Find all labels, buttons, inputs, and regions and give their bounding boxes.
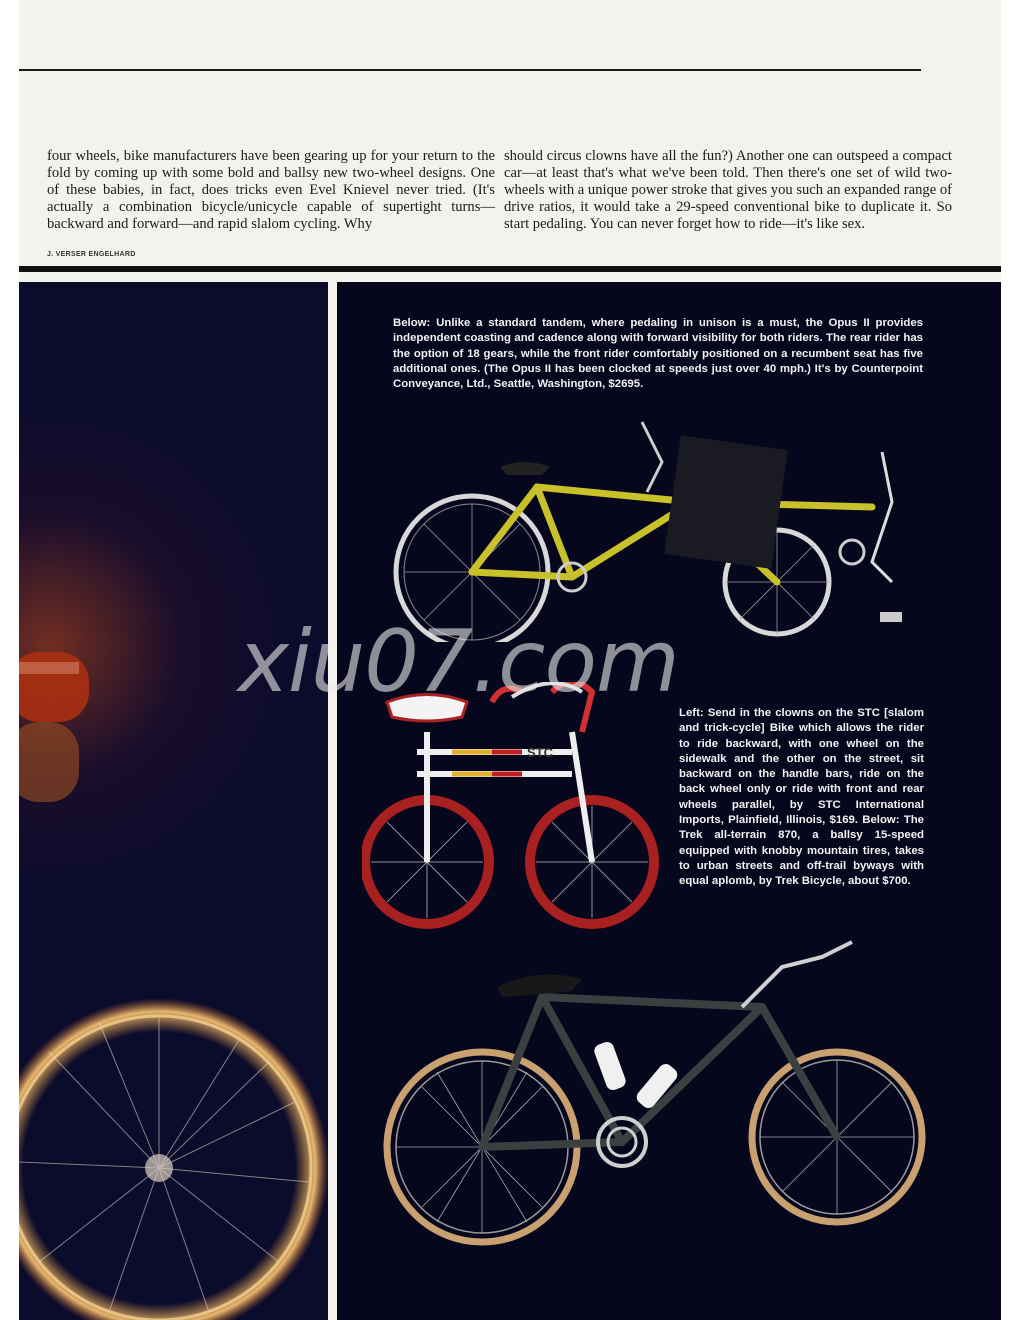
section-rule <box>19 266 1001 272</box>
caption-opus-ii: Below: Unlike a standard tandem, where pedaling in unison is a must, the Opus II provides independent coasting and cadence along with forward visibility for both riders. The rear rider has the option of 18 gears, while the front rider comfortably positioned on a recumbent seat has five additional ones. (The Opus II has been clocked at speeds just over 40 mph.) It's by Counterpoint Conveyance, Ltd., Seattle, Washington, $2695. <box>393 317 923 391</box>
stc-trick-bike <box>362 682 662 952</box>
photo-glowing-wheel <box>19 282 328 1320</box>
blurred-red-frame <box>19 652 89 802</box>
top-rule <box>19 69 921 71</box>
photo-bicycles <box>337 282 1001 1320</box>
opus-ii-tandem-bike <box>392 412 942 642</box>
photo-credit: J. VERSER ENGELHARD <box>47 251 136 258</box>
article-column-left: four wheels, bike manufacturers have been gearing up for your return to the fold by coming up with some bold and ballsy new two-wheel designs. One of these babies, in fact, does tricks even Evel Knievel never tried. (It's actually a combination bicycle/unicycle capable of supertight turns—backward and forward—and rapid slalom cycling. Why <box>47 148 495 233</box>
stc-frame-label: STC <box>527 745 553 760</box>
trek-870-bike <box>382 932 927 1252</box>
watermark: xiu07.com <box>238 612 679 712</box>
glowing-rim <box>19 998 328 1320</box>
caption-stc-and-trek: Left: Send in the clowns on the STC [slalom and trick-cycle] Bike which allows the rider to ride backward, with one wheel on the sidewalk and the other on the street, sit backward on the handle bars, ride on the back wheel only or ride with front and rear wheels parallel, by STC International Imports, Plainfield, Illinois, $169. Below: The Trek all-terrain 870, a ballsy 15-speed equipped with knobby mountain tires, takes to urban streets and off-trail byways with equal aplomb, by Trek Bicycle, about $700. <box>679 707 924 888</box>
panel-gutter <box>328 282 337 1320</box>
article-column-right: should circus clowns have all the fun?) Another one can outspeed a compact car—at least that's what we've been told. Then there's one set of wild two-wheels with a unique power stroke that gives you such an expanded range of drive ratios, it would take a 29-speed conventional bike to duplicate it. So start pedaling. You can never forget how to ride—it's like sex. <box>504 148 952 233</box>
